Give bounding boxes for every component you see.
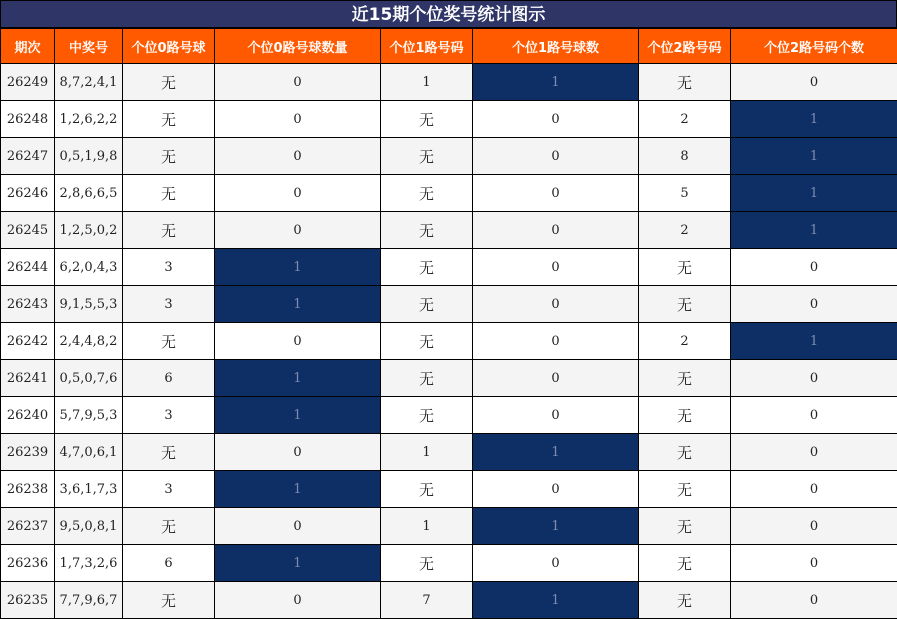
cell-route1-count: 0 [473, 212, 639, 249]
table-row [1, 360, 897, 397]
cell-route2-ball: 无 [639, 64, 731, 101]
cell-winning-number: 2,4,4,8,2 [55, 323, 123, 360]
cell-winning-number: 8,7,2,4,1 [55, 64, 123, 101]
cell-route1-count: 1 [473, 582, 639, 619]
cell-route0-ball: 6 [123, 545, 215, 582]
cell-route0-ball: 无 [123, 508, 215, 545]
cell-route1-ball: 无 [381, 323, 473, 360]
cell-winning-number: 2,8,6,6,5 [55, 175, 123, 212]
header-period: 期次 [1, 29, 55, 64]
cell-route0-ball: 无 [123, 434, 215, 471]
table-row [1, 64, 897, 101]
cell-route2-ball: 无 [639, 471, 731, 508]
cell-period: 26248 [1, 101, 55, 138]
header-route2-count: 个位2路号码个数 [731, 29, 897, 64]
cell-route1-ball: 1 [381, 434, 473, 471]
cell-period: 26247 [1, 138, 55, 175]
cell-route2-ball: 2 [639, 212, 731, 249]
cell-route1-count: 0 [473, 545, 639, 582]
cell-route2-ball: 无 [639, 508, 731, 545]
cell-route0-ball: 无 [123, 323, 215, 360]
cell-route1-count: 1 [473, 434, 639, 471]
cell-winning-number: 0,5,0,7,6 [55, 360, 123, 397]
table-row [1, 249, 897, 286]
cell-route0-count: 0 [215, 582, 381, 619]
cell-route1-count: 0 [473, 286, 639, 323]
cell-route2-count: 0 [731, 508, 897, 545]
cell-route2-count: 0 [731, 286, 897, 323]
cell-period: 26236 [1, 545, 55, 582]
cell-route1-count: 1 [473, 64, 639, 101]
cell-route1-count: 0 [473, 101, 639, 138]
cell-route1-ball: 无 [381, 286, 473, 323]
cell-route1-ball: 无 [381, 471, 473, 508]
table-row [1, 101, 897, 138]
cell-route0-ball: 3 [123, 471, 215, 508]
cell-route2-count: 1 [731, 101, 897, 138]
table-row [1, 286, 897, 323]
cell-route0-ball: 3 [123, 397, 215, 434]
cell-route0-ball: 无 [123, 138, 215, 175]
cell-period: 26241 [1, 360, 55, 397]
cell-route2-count: 1 [731, 138, 897, 175]
header-route1-ball: 个位1路号码 [381, 29, 473, 64]
cell-route2-ball: 无 [639, 582, 731, 619]
cell-period: 26244 [1, 249, 55, 286]
cell-period: 26237 [1, 508, 55, 545]
cell-route2-count: 0 [731, 582, 897, 619]
cell-route2-ball: 无 [639, 249, 731, 286]
cell-period: 26235 [1, 582, 55, 619]
cell-winning-number: 7,7,9,6,7 [55, 582, 123, 619]
cell-route2-count: 0 [731, 545, 897, 582]
cell-route0-ball: 6 [123, 360, 215, 397]
cell-route0-ball: 3 [123, 249, 215, 286]
cell-period: 26243 [1, 286, 55, 323]
cell-route2-count: 0 [731, 360, 897, 397]
cell-route0-count: 1 [215, 545, 381, 582]
cell-route1-ball: 7 [381, 582, 473, 619]
cell-period: 26245 [1, 212, 55, 249]
cell-route1-count: 0 [473, 323, 639, 360]
table-row [1, 582, 897, 619]
cell-route0-ball: 无 [123, 64, 215, 101]
cell-route1-count: 0 [473, 360, 639, 397]
table-row [1, 471, 897, 508]
header-route0-ball: 个位0路号球 [123, 29, 215, 64]
cell-route1-count: 0 [473, 249, 639, 286]
table-body [1, 64, 897, 619]
cell-route0-ball: 无 [123, 101, 215, 138]
cell-route0-count: 0 [215, 175, 381, 212]
cell-route2-count: 0 [731, 471, 897, 508]
cell-route2-ball: 无 [639, 286, 731, 323]
cell-route2-count: 0 [731, 249, 897, 286]
cell-period: 26238 [1, 471, 55, 508]
cell-route1-ball: 无 [381, 175, 473, 212]
chart-title: 近15期个位奖号统计图示 [0, 0, 897, 28]
cell-winning-number: 4,7,0,6,1 [55, 434, 123, 471]
stats-table [0, 28, 897, 619]
cell-route1-count: 0 [473, 471, 639, 508]
cell-route1-count: 0 [473, 175, 639, 212]
cell-route1-ball: 无 [381, 397, 473, 434]
cell-winning-number: 5,7,9,5,3 [55, 397, 123, 434]
cell-route2-count: 1 [731, 323, 897, 360]
cell-route1-ball: 无 [381, 212, 473, 249]
cell-period: 26240 [1, 397, 55, 434]
cell-route1-count: 0 [473, 397, 639, 434]
cell-route2-count: 1 [731, 212, 897, 249]
cell-route0-count: 1 [215, 471, 381, 508]
header-route2-ball: 个位2路号码 [639, 29, 731, 64]
cell-route0-count: 0 [215, 64, 381, 101]
cell-route2-ball: 无 [639, 397, 731, 434]
table-row [1, 138, 897, 175]
cell-route2-ball: 2 [639, 323, 731, 360]
cell-route2-ball: 5 [639, 175, 731, 212]
table-row [1, 508, 897, 545]
cell-route2-count: 1 [731, 175, 897, 212]
cell-route2-count: 0 [731, 397, 897, 434]
cell-route0-count: 1 [215, 397, 381, 434]
cell-period: 26246 [1, 175, 55, 212]
cell-route0-count: 1 [215, 360, 381, 397]
cell-route2-count: 0 [731, 434, 897, 471]
cell-winning-number: 6,2,0,4,3 [55, 249, 123, 286]
header-winning-number: 中奖号 [55, 29, 123, 64]
header-route1-count: 个位1路号球数 [473, 29, 639, 64]
cell-route0-ball: 无 [123, 582, 215, 619]
cell-winning-number: 3,6,1,7,3 [55, 471, 123, 508]
cell-route0-count: 0 [215, 101, 381, 138]
cell-winning-number: 9,5,0,8,1 [55, 508, 123, 545]
cell-route1-count: 1 [473, 508, 639, 545]
cell-route2-ball: 2 [639, 101, 731, 138]
cell-winning-number: 1,7,3,2,6 [55, 545, 123, 582]
table-row [1, 397, 897, 434]
cell-period: 26239 [1, 434, 55, 471]
cell-route1-ball: 无 [381, 101, 473, 138]
cell-route2-count: 0 [731, 64, 897, 101]
table-row [1, 323, 897, 360]
cell-route1-ball: 无 [381, 138, 473, 175]
cell-route2-ball: 无 [639, 434, 731, 471]
cell-route1-ball: 1 [381, 64, 473, 101]
cell-route1-count: 0 [473, 138, 639, 175]
cell-winning-number: 9,1,5,5,3 [55, 286, 123, 323]
cell-route1-ball: 无 [381, 545, 473, 582]
table-row [1, 212, 897, 249]
header-route0-count: 个位0路号球数量 [215, 29, 381, 64]
header-row [1, 29, 897, 64]
table-row [1, 545, 897, 582]
cell-winning-number: 0,5,1,9,8 [55, 138, 123, 175]
cell-route0-ball: 3 [123, 286, 215, 323]
cell-route2-ball: 8 [639, 138, 731, 175]
cell-route0-count: 0 [215, 138, 381, 175]
cell-route1-ball: 无 [381, 249, 473, 286]
table-row [1, 175, 897, 212]
cell-route0-count: 0 [215, 434, 381, 471]
cell-route1-ball: 1 [381, 508, 473, 545]
cell-route0-count: 1 [215, 249, 381, 286]
cell-route0-count: 0 [215, 323, 381, 360]
cell-route0-count: 0 [215, 508, 381, 545]
cell-period: 26249 [1, 64, 55, 101]
cell-route2-ball: 无 [639, 545, 731, 582]
cell-route1-ball: 无 [381, 360, 473, 397]
cell-route0-ball: 无 [123, 175, 215, 212]
cell-route0-count: 1 [215, 286, 381, 323]
cell-route2-ball: 无 [639, 360, 731, 397]
cell-winning-number: 1,2,5,0,2 [55, 212, 123, 249]
table-row [1, 434, 897, 471]
cell-winning-number: 1,2,6,2,2 [55, 101, 123, 138]
cell-route0-count: 0 [215, 212, 381, 249]
cell-route0-ball: 无 [123, 212, 215, 249]
cell-period: 26242 [1, 323, 55, 360]
